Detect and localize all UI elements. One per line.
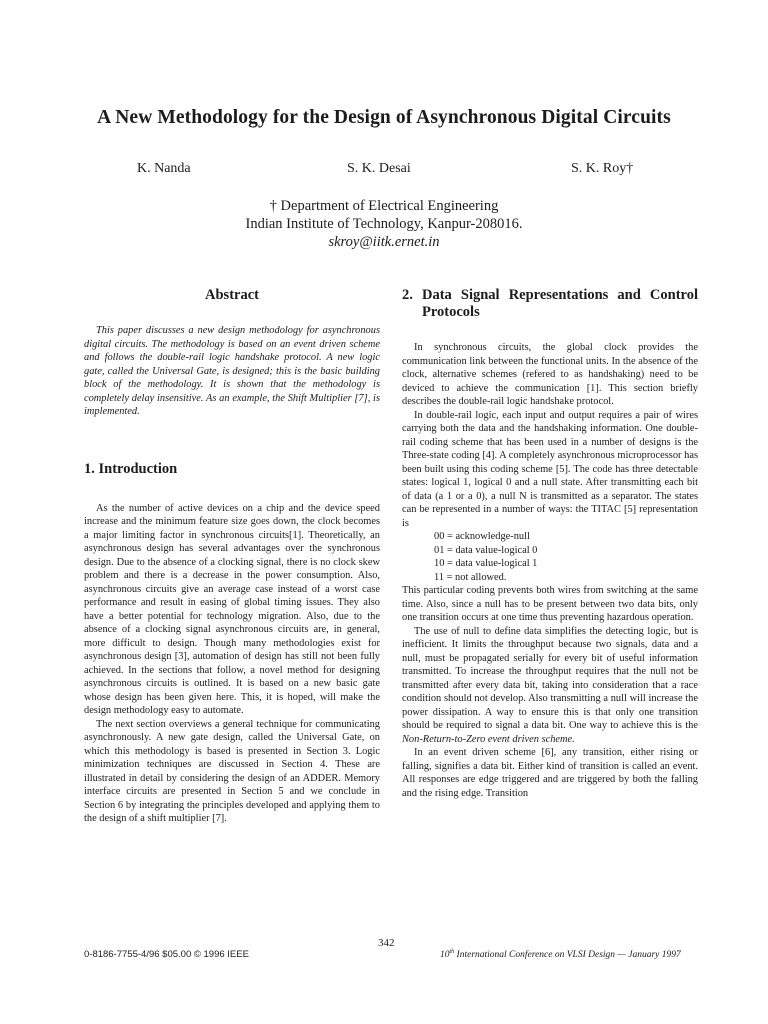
section-2-heading: 2. Data Signal Representations and Control Protocols bbox=[402, 287, 698, 320]
paper-title: A New Methodology for the Design of Asynchronous Digital Circuits bbox=[97, 107, 671, 128]
author-1: K. Nanda bbox=[137, 161, 191, 176]
section-2-paragraph-4 bbox=[402, 625, 698, 747]
right-column bbox=[402, 287, 698, 800]
introduction-heading: 1. Introduction bbox=[84, 460, 178, 477]
section-2-paragraph-5: In an event driven scheme [6], any transition, either rising or falling, signifies a data bit. Either kind of transition is called an event. All responses are edge triggered and are triggered by both the falling and the rising edge. Transition bbox=[402, 747, 698, 799]
affiliation-institute: Indian Institute of Technology, Kanpur-208016. bbox=[245, 216, 523, 232]
abstract-text: This paper discusses a new design methodology for asynchronous digital circuits. The methodology is based on an event driven scheme and follows the double-rail logic handshake protocol. A new logic gate, called the Universal Gate, is designed; this is the basic building block of the methodology. It is shown that the methodology is completely delay insensitive. As an example, the Shift Multiplier [7], is implemented. bbox=[84, 325, 380, 417]
author-3: S. K. Roy† bbox=[571, 161, 634, 176]
section-2-paragraph-1: In synchronous circuits, the global clock provides the communication link between the functional units. In the absence of the clock, alternative schemes (refered to as handshaking) need to be deviced to achieve the communication [1]. This section briefly describes the double-rail logic handshake protocol. bbox=[402, 342, 698, 407]
affiliation-department: † Department of Electrical Engineering bbox=[269, 198, 499, 214]
code-item: 11 = not allowed. bbox=[434, 571, 507, 583]
author-email: skroy@iitk.ernet.in bbox=[328, 234, 440, 250]
abstract-heading: Abstract bbox=[205, 287, 259, 303]
intro-paragraph-2: The next section overviews a general technique for communicating asynchronously. A new gate design, called the Universal Gate, on which this methodology is based is presented in Section 3. Logic minimization techniques are discussed in Section 4. These are illustrated in detail by considering the design of an ADDER. Memory interface circuits are presented in Section 5 and we conclude in Section 6 by integrating the principles developed and applying them to the design of a shift multiplier [7]. bbox=[84, 718, 380, 824]
conference-ordinal-suffix: th bbox=[449, 949, 455, 955]
conference-ordinal: 10 bbox=[440, 950, 450, 961]
conference-title: International Conference on VLSI Design — January 1997 bbox=[454, 950, 681, 961]
intro-paragraph-1: As the number of active devices on a chip and the device speed increase and the minimum feature size goes down, the clock becomes a major limiting factor in synchronous circuits[1]. Theoretically, an asynchronous design has several advantages over the synchronous design. Due to the absence of a clocking signal, there is no clock skew problem and there is a decrease in the power consumption. Also, asynchronous circuits give an average case instead of a worst case performance and result in easing of global timing issues. They also have a better potential for technology migration. Also, due to the absence of a clocking signal asynchronous circuits are, in general, more difficult to design. Though many methodologies exist for asynchronous design [3], automation of design has still not been fully achieved. In the sections that follow, a novel method for designing asynchronous circuits is outlined. It is based on a new basic gate whose design has been given here. This, it is hoped, will make the design methodology easy to automate. bbox=[84, 502, 380, 716]
author-list bbox=[0, 161, 768, 181]
conference-name bbox=[440, 949, 681, 960]
code-item: 00 = acknowledge-null bbox=[434, 531, 530, 542]
left-column bbox=[84, 287, 380, 826]
section-2-paragraph-2: In double-rail logic, each input and output requires a pair of wires carrying both the data and the handshaking information. One double-rail coding scheme that has been used in a number of designs is the Three-state coding [4]. A completely asynchronous microprocessor has been built using this coding scheme [5]. The code has three detectable states: logical 1, logical 0 and a null state. After transmitting each bit of data (a 1 or a 0), a null N is transmitted as a separator. The states can be represented in a number of ways: the TITAC [5] representation is bbox=[402, 409, 698, 529]
affiliation bbox=[100, 197, 668, 251]
code-item: 01 = data value-logical 0 bbox=[434, 544, 538, 556]
page-footer bbox=[0, 937, 768, 967]
code-list bbox=[402, 530, 698, 584]
page-number: 342 bbox=[378, 937, 395, 949]
paragraph-4-text: The use of null to define data simplifies the detecting logic, but is inefficient. It limits the throughput because two signals, data and a null, must be propagated serially for every bit of useful information transmitted. To increase the throughput requires that the null not be transmitted after every data bit, taking into consideration that a race condition should not develop. Also transmitting a null will increase the power dissipation. A way to ensure this is that only one transition should be required to signal a data bit. One way to achieve this is the bbox=[402, 625, 698, 731]
section-2-paragraph-3: This particular coding prevents both wires from switching at the same time. Also, since a null has to be present between two data bits, only one transition occurs at one time thus preventing hazardous operation. bbox=[402, 585, 698, 623]
author-2: S. K. Desai bbox=[347, 161, 411, 176]
copyright-notice: 0-8186-7755-4/96 $05.00 © 1996 IEEE bbox=[84, 949, 249, 960]
paragraph-4-emphasis: Non-Return-to-Zero event driven scheme. bbox=[402, 733, 575, 745]
code-item: 10 = data value-logical 1 bbox=[434, 558, 538, 569]
